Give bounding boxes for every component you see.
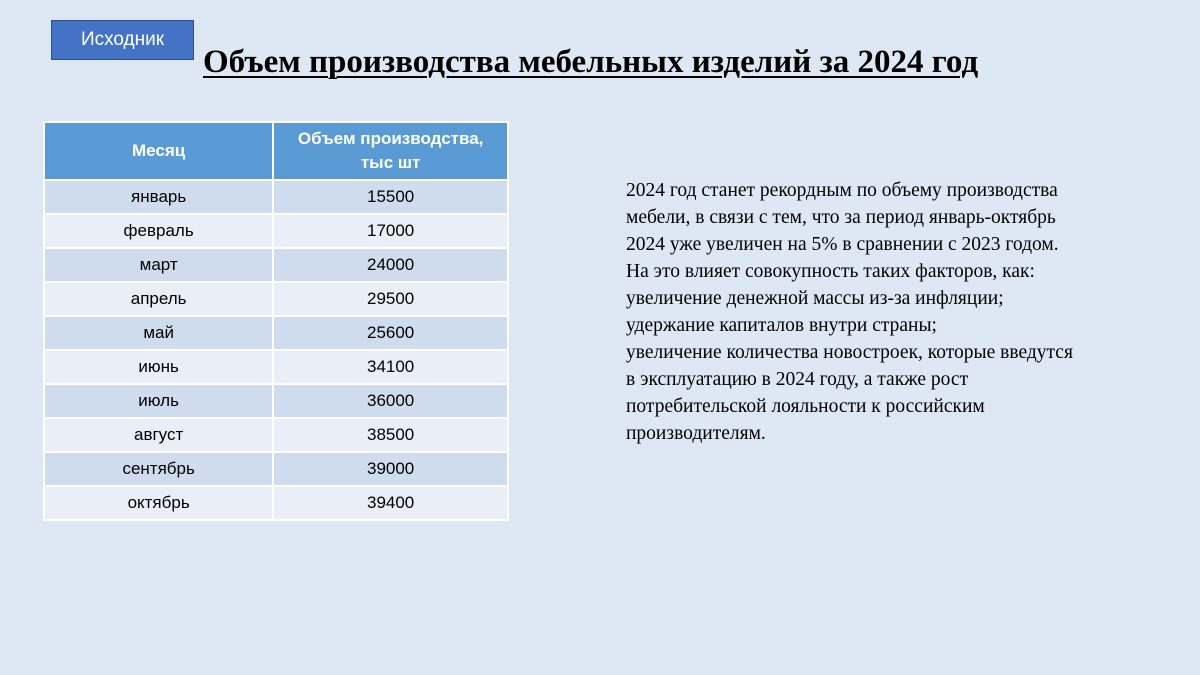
page-title: Объем производства мебельных изделий за 2024 год: [203, 44, 979, 80]
description-line: в эксплуатацию в 2024 году, а также рост: [626, 369, 969, 390]
table-row: [44, 248, 508, 282]
month-cell: июнь: [44, 350, 273, 384]
volume-cell: 38500: [273, 418, 508, 452]
table-row: [44, 180, 508, 214]
description-line: увеличение денежной массы из-за инфляции;: [626, 288, 1004, 309]
table-row: [44, 282, 508, 316]
column-header-month: Месяц: [44, 122, 273, 180]
month-cell: октябрь: [44, 486, 273, 520]
month-cell: август: [44, 418, 273, 452]
table-row: [44, 316, 508, 350]
description-line: 2024 год станет рекордным по объему производства: [626, 180, 1058, 201]
volume-cell: 39000: [273, 452, 508, 486]
volume-cell: 24000: [273, 248, 508, 282]
volume-cell: 29500: [273, 282, 508, 316]
volume-cell: 34100: [273, 350, 508, 384]
month-cell: апрель: [44, 282, 273, 316]
table-row: [44, 486, 508, 520]
production-table: [43, 121, 509, 521]
description-line: мебели, в связи с тем, что за период январь-октябрь: [626, 207, 1056, 228]
description-line: потребительской лояльности к российским: [626, 396, 985, 417]
table-header-row: [44, 122, 508, 180]
month-cell: май: [44, 316, 273, 350]
volume-cell: 36000: [273, 384, 508, 418]
description-line: 2024 уже увеличен на 5% в сравнении с 2023 годом.: [626, 234, 1059, 255]
table-row: [44, 350, 508, 384]
table-row: [44, 384, 508, 418]
table-row: [44, 214, 508, 248]
table-row: [44, 418, 508, 452]
month-cell: февраль: [44, 214, 273, 248]
month-cell: март: [44, 248, 273, 282]
description-line: производителям.: [626, 423, 766, 444]
description-line: На это влияет совокупность таких факторов, как:: [626, 261, 1035, 282]
description-text: [626, 177, 1166, 447]
month-cell: сентябрь: [44, 452, 273, 486]
volume-cell: 15500: [273, 180, 508, 214]
table-row: [44, 452, 508, 486]
volume-cell: 17000: [273, 214, 508, 248]
month-cell: январь: [44, 180, 273, 214]
month-cell: июль: [44, 384, 273, 418]
volume-cell: 25600: [273, 316, 508, 350]
description-line: увеличение количества новостроек, которые введутся: [626, 342, 1073, 363]
source-button[interactable]: Исходник: [51, 20, 194, 60]
volume-cell: 39400: [273, 486, 508, 520]
column-header-volume: Объем производства, тыс шт: [273, 122, 508, 180]
description-line: удержание капиталов внутри страны;: [626, 315, 937, 336]
